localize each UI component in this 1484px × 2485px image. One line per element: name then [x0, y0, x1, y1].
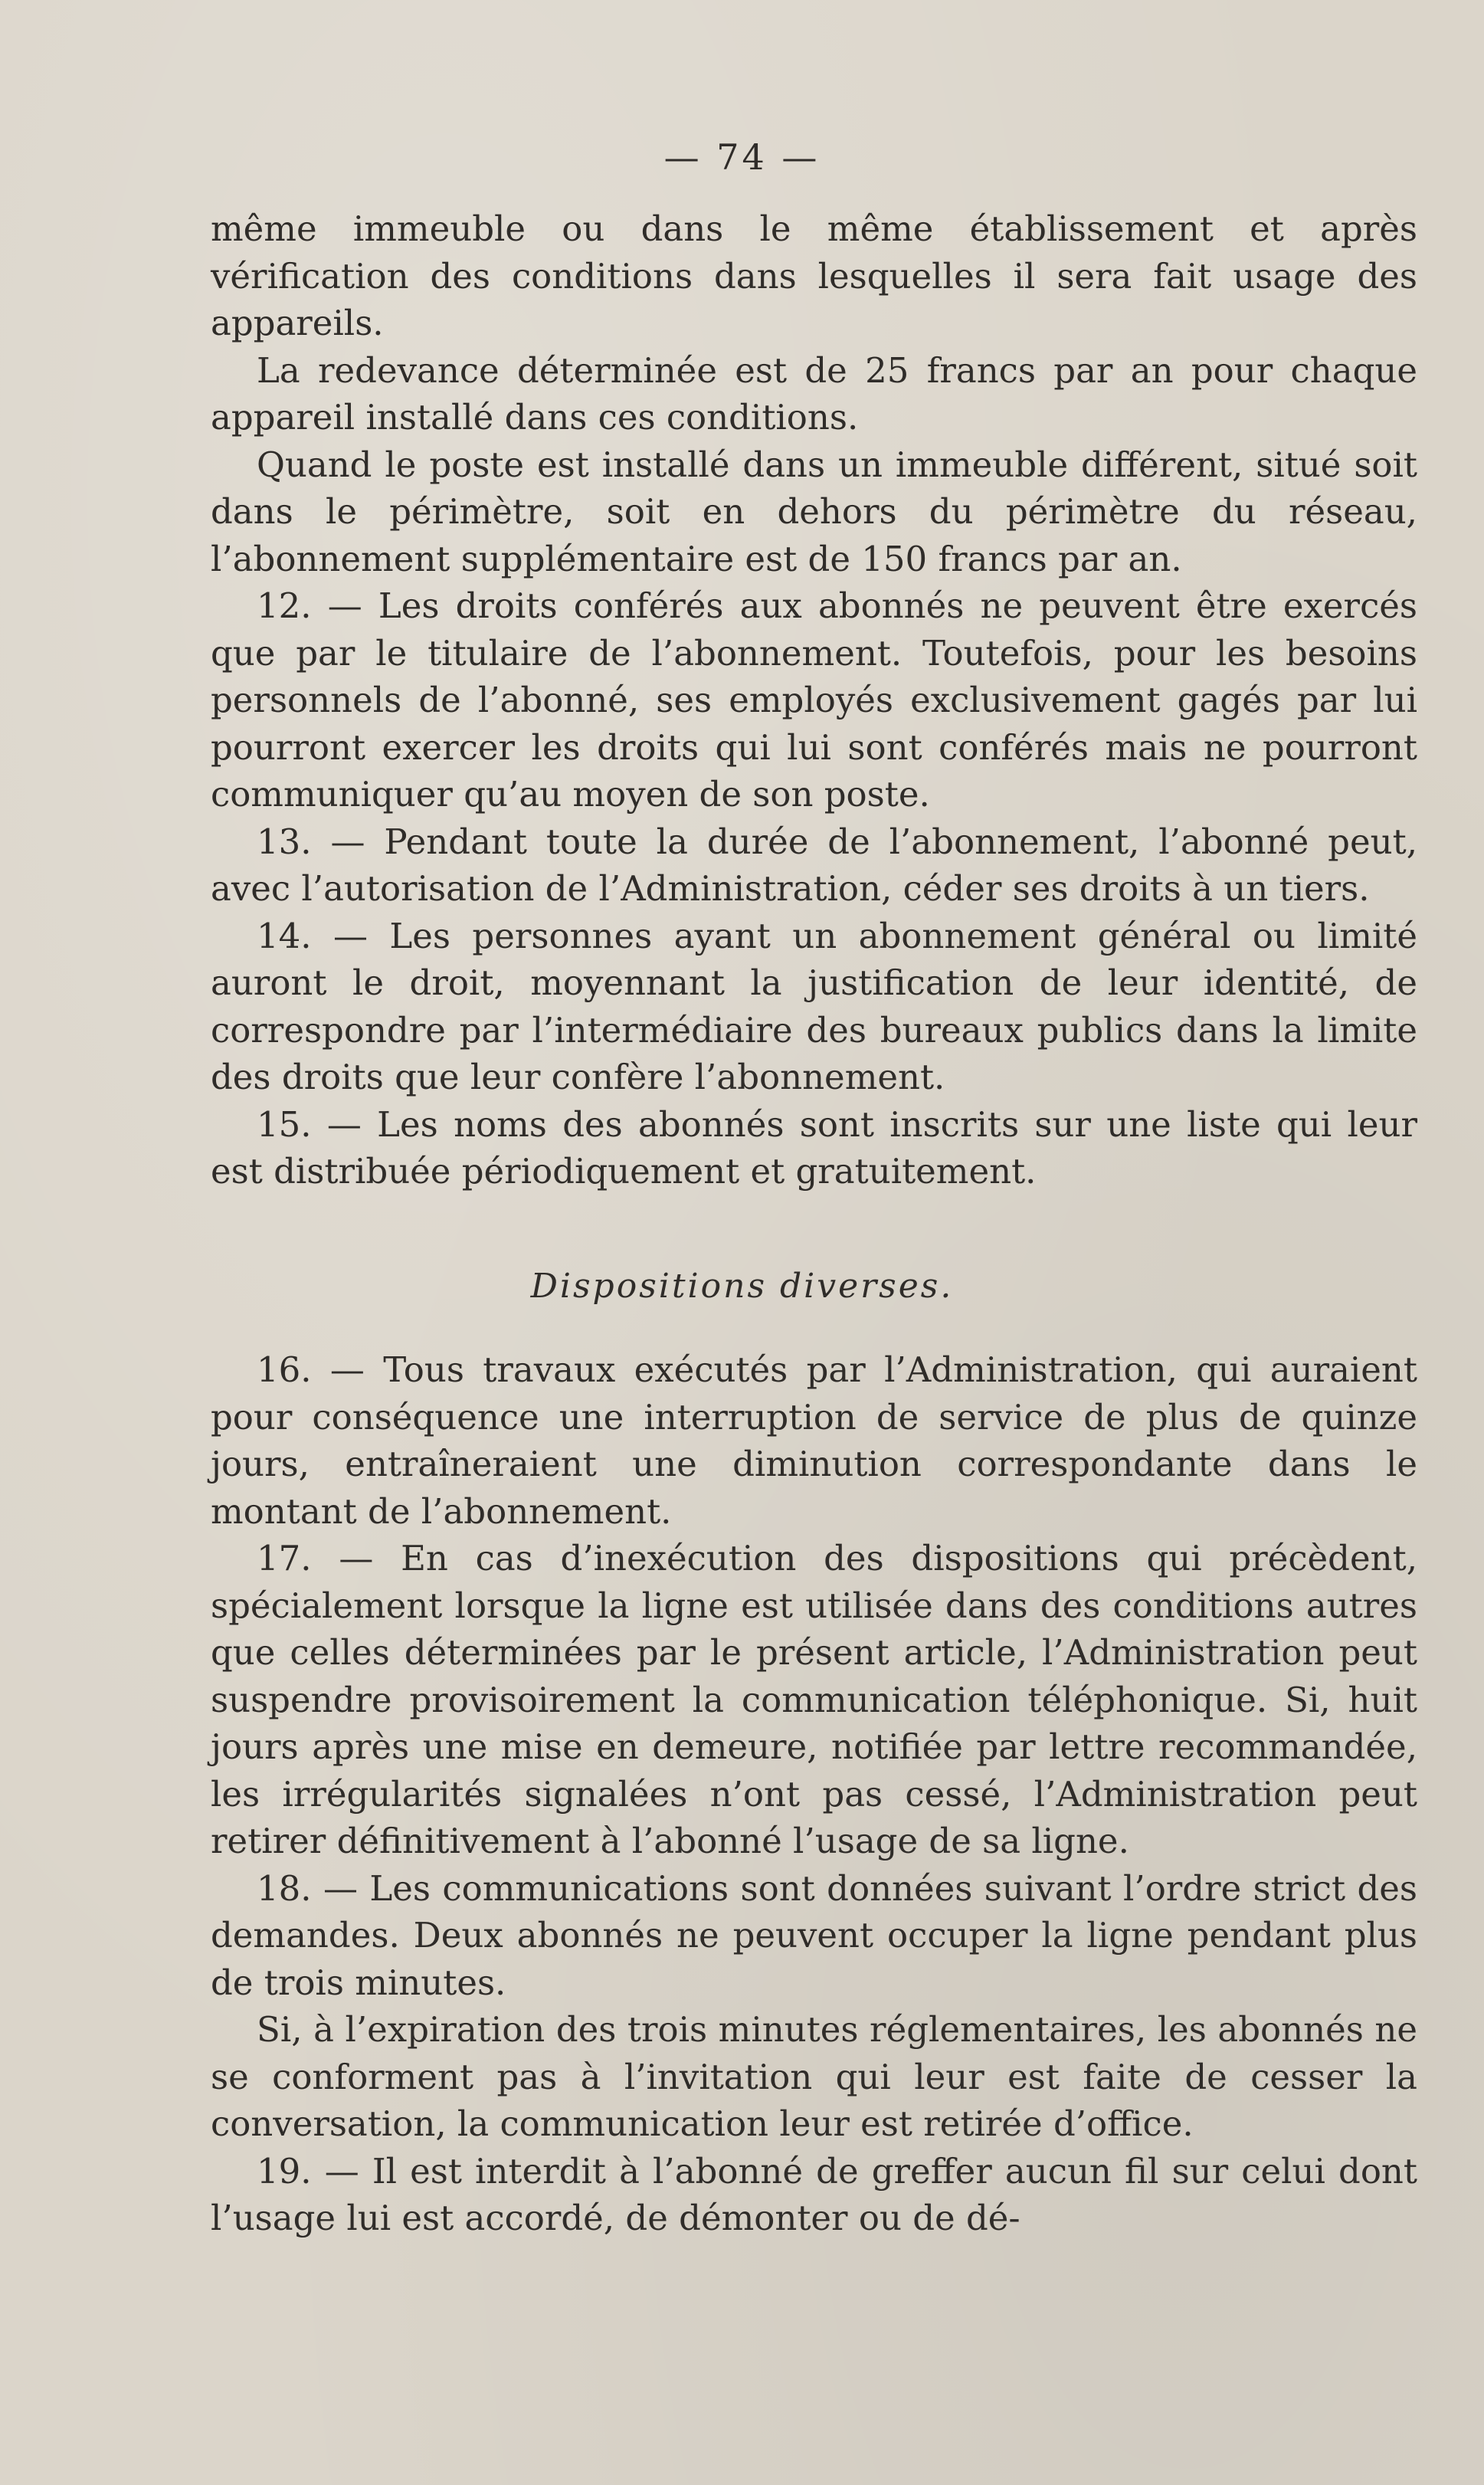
article-19: 19. — Il est interdit à l’abonné de greffer aucun fil sur celui dont l’usage lui est accordé, de démonter ou de dé-	[211, 2150, 1417, 2238]
paragraph-continuation: même immeuble ou dans le même établissement et après vérification des conditions dans lesquelles il sera fait usage des appareils.	[211, 208, 1417, 343]
text-block-bottom	[211, 1346, 1417, 2242]
article-18: 18. — Les communications sont données suivant l’ordre strict des demandes. Deux abonnés ne peuvent occuper la ligne pendant plus de trois minutes.	[211, 1867, 1417, 2003]
paragraph-poste-immeuble: Quand le poste est installé dans un immeuble différent, situé soit dans le périmètre, soit en dehors du périmètre du réseau, l’abonnement supplémentaire est de 150 francs par an.	[211, 444, 1417, 579]
page-number: — 74 —	[663, 136, 821, 178]
section-heading: Dispositions diverses.	[530, 1267, 954, 1306]
paragraph-redevance: La redevance déterminée est de 25 francs par an pour chaque appareil installé dans ces conditions.	[211, 349, 1417, 438]
article-16: 16. — Tous travaux exécutés par l’Administration, qui auraient pour conséquence une interruption de service de plus de quinze jours, entraîneraient une diminution correspondante dans le montant de l’abonnement.	[211, 1349, 1417, 1532]
article-15: 15. — Les noms des abonnés sont inscrits sur une liste qui leur est distribuée périodiquement et gratuitement.	[211, 1103, 1417, 1192]
article-17: 17. — En cas d’inexécution des dispositions qui précèdent, spécialement lorsque la ligne est utilisée dans des conditions autres que celles déterminées par le présent article, l’Administration peut suspendre provisoirement la communication téléphonique. Si, huit jours après une mise en demeure, notifiée par lettre recommandée, les irrégularités signalées n’ont pas cessé, l’Administration peut retirer définitivement à l’abonné l’usage de sa ligne.	[211, 1538, 1417, 1861]
paragraph-expiration: Si, à l’expiration des trois minutes réglementaires, les abonnés ne se conforment pas à l’invitation qui leur est faite de cesser la conversation, la communication leur est retirée d’office.	[211, 2009, 1417, 2144]
article-14: 14. — Les personnes ayant un abonnement général ou limité auront le droit, moyennant la justification de leur identité, de correspondre par l’intermédiaire des bureaux publics dans la limite des droits que leur confère l’abonnement.	[211, 915, 1417, 1097]
article-12: 12. — Les droits conférés aux abonnés ne peuvent être exercés que par le titulaire de l’abonnement. Toutefois, pour les besoins personnels de l’abonné, ses employés exclusivement gagés par lui pourront exercer les droits qui lui sont conférés mais ne pourront communiquer qu’au moyen de son poste.	[211, 585, 1417, 815]
text-block-top	[211, 205, 1417, 1195]
article-13: 13. — Pendant toute la durée de l’abonnement, l’abonné peut, avec l’autorisation de l’Administration, céder ses droits à un tiers.	[211, 821, 1417, 909]
